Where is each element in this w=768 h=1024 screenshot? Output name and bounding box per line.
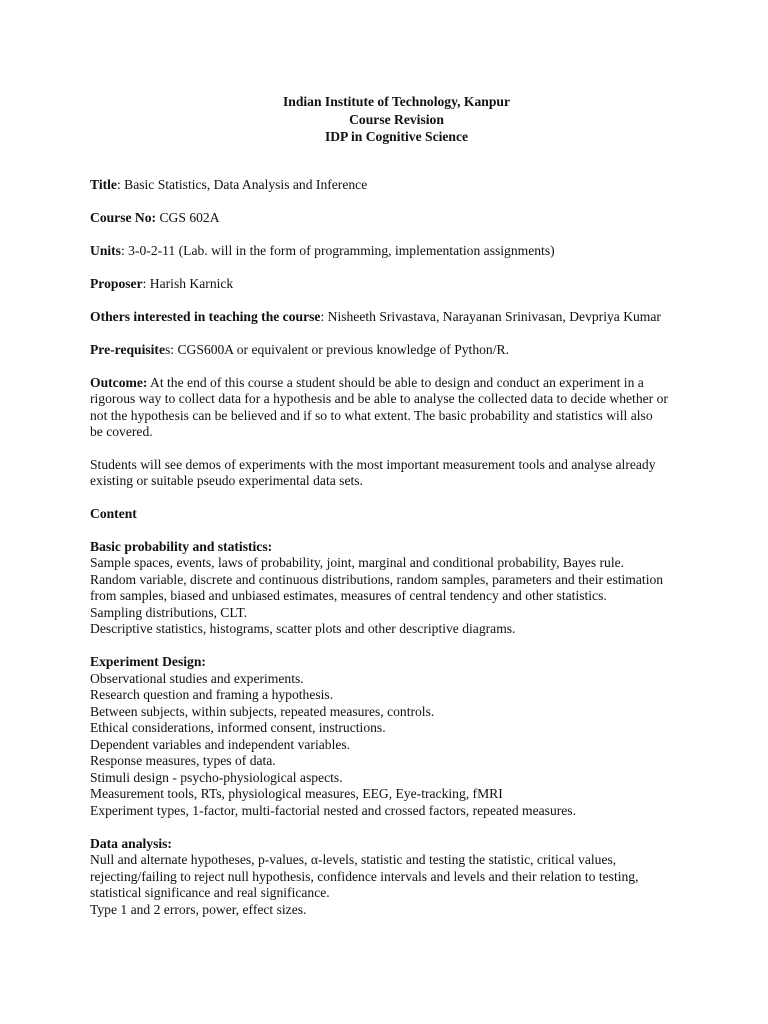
- field-others-interested-value: Nisheeth Srivastava, Narayanan Srinivasan, Devpriya Kumar: [327, 308, 661, 324]
- field-course-no-label: Course No:: [90, 209, 157, 225]
- content-heading: Content: [90, 505, 137, 521]
- field-prerequisites-value: s: CGS600A or equivalent or previous knowledge of Python/R.: [165, 341, 509, 357]
- students-line: Students will see demos of experiments with the most important measurement tools and analyse already: [90, 456, 656, 472]
- document-type: Course Revision: [349, 111, 444, 127]
- field-others-interested-label: Others interested in teaching the course: [90, 308, 321, 324]
- field-others-interested: [90, 309, 688, 326]
- outcome-label: Outcome:: [90, 374, 148, 390]
- field-units-value: 3-0-2-11 (Lab. will in the form of programming, implementation assignments): [128, 242, 555, 258]
- section-line: Descriptive statistics, histograms, scatter plots and other descriptive diagrams.: [90, 621, 516, 636]
- students-paragraph: [90, 457, 688, 490]
- section-line: Sampling distributions, CLT.: [90, 604, 248, 620]
- field-prerequisites: [90, 342, 688, 359]
- field-proposer: [90, 276, 688, 293]
- section-line: Ethical considerations, informed consent, instructions.: [90, 720, 386, 735]
- section-title: Experiment Design:: [90, 654, 206, 669]
- field-title-sep: :: [116, 176, 125, 192]
- document-header: [105, 93, 688, 146]
- section-line: rejecting/failing to reject null hypothesis, confidence intervals and levels and their relation to testing,: [90, 868, 639, 884]
- field-course-no-value: CGS 602A: [159, 209, 220, 225]
- section-line: Research question and framing a hypothesis.: [90, 687, 334, 702]
- program-name: IDP in Cognitive Science: [324, 129, 469, 144]
- section-basic-probability: [90, 539, 688, 638]
- section-line: Null and alternate hypotheses, p-values, α-levels, statistic and testing the statistic, critical values,: [90, 852, 617, 867]
- section-line: Type 1 and 2 errors, power, effect sizes.: [90, 901, 307, 917]
- outcome-paragraph: [90, 375, 688, 441]
- section-line: Stimuli design - psycho-physiological aspects.: [90, 769, 343, 785]
- field-proposer-sep: :: [142, 275, 150, 291]
- section-line: Experiment types, 1-factor, multi-factorial nested and crossed factors, repeated measures.: [90, 802, 576, 818]
- outcome-line: not the hypothesis can be believed and if so to what extent. The basic probability and statistics will also: [90, 407, 653, 423]
- field-title-label: Title: [90, 176, 117, 192]
- section-line: Dependent variables and independent variables.: [90, 736, 351, 752]
- section-line: statistical significance and real significance.: [90, 885, 330, 900]
- section-title: Data analysis:: [90, 835, 172, 851]
- section-line: Sample spaces, events, laws of probability, joint, marginal and conditional probability, Bayes rule.: [90, 555, 625, 570]
- field-units-sep: :: [120, 242, 129, 258]
- field-others-interested-sep: :: [320, 308, 328, 324]
- field-proposer-value: Harish Karnick: [149, 275, 234, 291]
- field-units: [90, 243, 688, 260]
- section-line: from samples, biased and unbiased estimates, measures of central tendency and other statistics.: [90, 588, 607, 603]
- students-line: existing or suitable pseudo experimental data sets.: [90, 473, 363, 488]
- section-line: Between subjects, within subjects, repeated measures, controls.: [90, 703, 435, 719]
- section-line: Random variable, discrete and continuous distributions, random samples, parameters and their estimation: [90, 571, 664, 587]
- field-proposer-label: Proposer: [90, 275, 143, 291]
- field-course-no: [90, 210, 688, 227]
- field-title: [90, 177, 688, 194]
- field-title-value: Basic Statistics, Data Analysis and Inference: [124, 176, 368, 192]
- section-line: Observational studies and experiments.: [90, 670, 304, 686]
- section-data-analysis: [90, 836, 688, 919]
- section-line: Response measures, types of data.: [90, 753, 276, 768]
- outcome-line: At the end of this course a student should be able to design and conduct an experiment in a: [147, 374, 644, 390]
- document-body: [90, 177, 688, 919]
- institute-name: Indian Institute of Technology, Kanpur: [282, 94, 510, 109]
- section-line: Measurement tools, RTs, physiological measures, EEG, Eye-tracking, fMRI: [90, 786, 503, 801]
- section-title: Basic probability and statistics:: [90, 538, 273, 554]
- section-experiment-design: [90, 654, 688, 819]
- outcome-line: be covered.: [90, 424, 153, 439]
- outcome-line: rigorous way to collect data for a hypothesis and be able to analyse the collected data to decide whether or: [90, 391, 668, 406]
- field-prerequisites-label: Pre-requisite: [90, 341, 165, 357]
- field-units-label: Units: [90, 242, 121, 258]
